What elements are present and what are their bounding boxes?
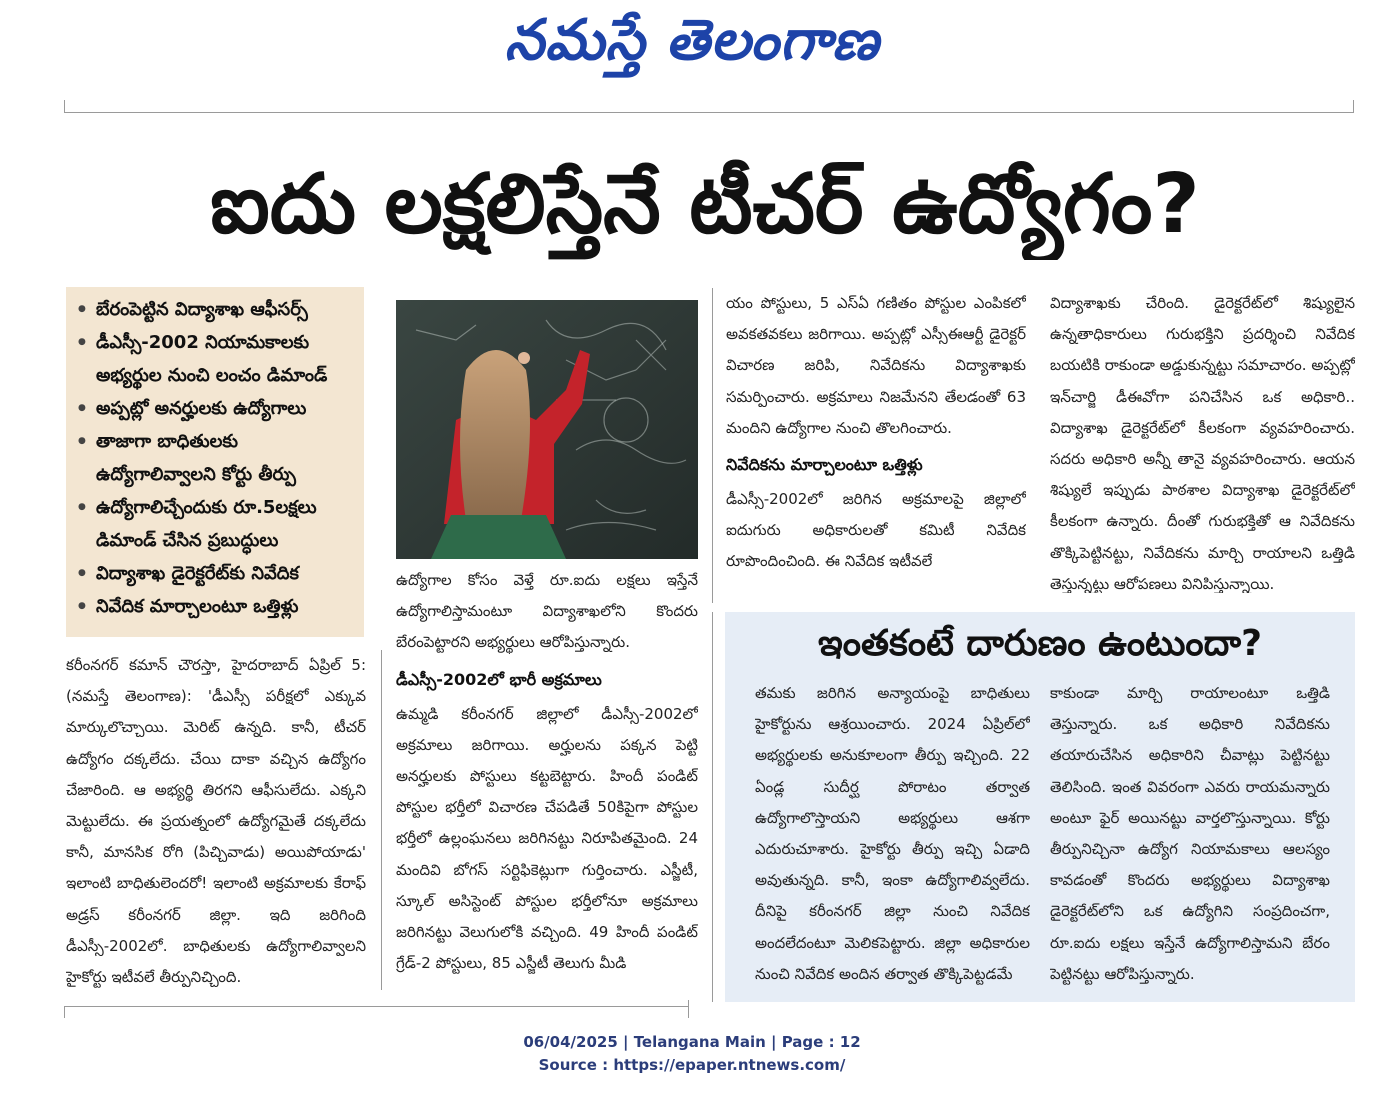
column-divider	[381, 650, 382, 990]
bottom-rule-tick-mid	[688, 1000, 689, 1018]
article-column-4	[1050, 288, 1355, 593]
highlight-item: ● అప్పట్లో అనర్హులకు ఉద్యోగాలు	[78, 392, 358, 425]
subheading-report-pressure: నివేదికను మార్చాలంటూ ఒత్తిళ్లు	[726, 455, 923, 475]
footer-date-edition: 06/04/2025 | Telangana Main | Page : 12	[523, 1033, 861, 1051]
sidebar-box-right-column	[1050, 678, 1330, 988]
body-paragraph: డీఎస్సీ-2002లో జరిగిన అక్రమాలపై జిల్లాలో ఐదుగురు అధికారులతో కమిటీ నివేదిక రూపొందించింది. ఈ నివేదిక ఇటీవలే	[726, 490, 1026, 571]
subheading-dsc-irregularities: డీఎస్సీ-2002లో భారీ అక్రమాలు	[396, 669, 602, 689]
dateline-paragraph: కరీంనగర్ కమాన్ చౌరస్తా, హైదరాబాద్ ఏప్రిల్ 5: (నమస్తే తెలంగాణ): 'డీఎస్సీ పరీక్షలో ఎక్కువ మార్కులొచ్చాయి. మెరిట్ ఉన్నది. కానీ, టీచర్ ఉద్యోగం దక్కలేదు. చేయి దాకా వచ్చిన ఉద్యోగం చేజారింది. ఆ అభ్యర్థి తిరగని ఆఫీసులేదు. ఎక్కని మెట్టులేదు. ఈ ప్రయత్నంలో ఉద్యోగమైతే దక్కలేదు కానీ, మానసిక రోగి (పిచ్చివాడు) అయిపోయాడు' ఇలాంటి బాధితులెందరో! ఇలాంటి అక్రమాలకు కేరాఫ్ అడ్రస్ కరీంనగర్ జిల్లా. ఇది జరిగింది డీఎస్సీ-2002లో. బాధితులకు ఉద్యోగాలివ్వాలని హైకోర్టు ఇటీవలే తీర్పునిచ్చింది.	[66, 656, 366, 987]
highlight-item: ● డీఎస్సీ-2002 నియామకాలకు అభ్యర్థుల నుంచి లంచం డిమాండ్	[78, 326, 358, 392]
sidebar-box-left-column	[755, 678, 1030, 988]
article-photo	[396, 300, 698, 559]
footer-source-link[interactable]: Source : https://epaper.ntnews.com/	[538, 1056, 846, 1074]
article-column-2	[396, 565, 698, 985]
headline: ఐదు లక్షలిస్తేనే టీచర్ ఉద్యోగం?	[210, 157, 1200, 252]
top-rule-tick-right	[1353, 100, 1354, 112]
article-column-3	[726, 288, 1026, 593]
highlight-item: ● ఉద్యోగాలిచ్చేందుకు రూ.5లక్షలు డిమాండ్ చేసిన ప్రబుద్ధులు	[78, 491, 358, 557]
highlights-box	[66, 287, 364, 637]
highlight-item: ● విద్యాశాఖ డైరెక్టరేట్‌కు నివేదిక	[78, 557, 358, 590]
body-paragraph: యం పోస్టులు, 5 ఎస్ఏ గణితం పోస్టుల ఎంపికలో అవకతవకలు జరిగాయి. అప్పట్లో ఎస్సీఈఆర్టీ డైరెక్టర్ విచారణ జరిపి, నివేదికను విద్యాశాఖకు సమర్పించారు. అక్రమాలు నిజమేనని తేలడంతో 63 మందిని ఉద్యోగాల నుంచి తొలగించారు.	[726, 294, 1026, 437]
column-divider	[712, 612, 713, 1002]
highlight-item: ● తాజాగా బాధితులకు ఉద్యోగాలివ్వాలని కోర్టు తీర్పు	[78, 425, 358, 491]
top-rule-tick-left	[64, 100, 65, 112]
teacher-at-chalkboard-image	[396, 300, 698, 559]
article-column-1	[66, 650, 366, 990]
sidebar-paragraph: కాకుండా మార్చి రాయాలంటూ ఒత్తిడి తెస్తున్నారు. ఒక అధికారి నివేదికను తయారుచేసిన అధికారిని చీవాట్లు పెట్టినట్టు తెలిసింది. ఇంత వివరంగా ఎవరు రాయమన్నారు అంటూ ఫైర్ అయినట్టు వార్తలొస్తున్నాయి. కోర్టు తీర్పునిచ్చినా ఉద్యోగ నియామకాలు ఆలస్యం కావడంతో కొందరు అభ్యర్థులు విద్యాశాఖ డైరెక్టరేట్‌లోని ఒక ఉద్యోగిని సంప్రదించగా, రూ.ఐదు లక్షలు ఇస్తేనే ఉద్యోగాలిస్తామని బేరం పెట్టినట్టు ఆరోపిస్తున్నారు.	[1050, 684, 1330, 983]
sidebar-box-title: ఇంతకంటే దారుణం ఉంటుందా?	[817, 623, 1262, 664]
masthead-logo: నమస్తే తెలంగాణ	[504, 7, 880, 73]
bottom-rule	[64, 1006, 688, 1007]
body-paragraph: ఉమ్మడి కరీంనగర్ జిల్లాలో డీఎస్సీ-2002లో అక్రమాలు జరిగాయి. అర్హులను పక్కన పెట్టి అనర్హులకు పోస్టులు కట్టబెట్టారు. హిందీ పండిట్ పోస్టుల భర్తీలో విచారణ చేపడితే 50కిపైగా పోస్టుల భర్తీలో ఉల్లంఘనలు జరిగినట్టు నిరూపితమైంది. 24 మందివి బోగస్ సర్టిఫికెట్లుగా గుర్తించారు. ఎస్జీటీ, స్కూల్ అసిస్టెంట్ పోస్టుల భర్తీలోనూ అక్రమాలు జరిగినట్టు వెలుగులోకి వచ్చింది. 49 హిందీ పండిట్ గ్రేడ్-2 పోస్టులు, 85 ఎస్జీటీ తెలుగు మీడి	[396, 704, 698, 973]
sidebar-paragraph: తమకు జరిగిన అన్యాయంపై బాధితులు హైకోర్టును ఆశ్రయించారు. 2024 ఏప్రిల్‌లో అభ్యర్థులకు అనుకూలంగా తీర్పు ఇచ్చింది. 22 ఏండ్ల సుదీర్ఘ పోరాటం తర్వాత ఉద్యోగాలొస్తాయని అభ్యర్థులు ఆశగా ఎదురుచూశారు. హైకోర్టు తీర్పు ఇచ్చి ఏడాది అవుతున్నది. కానీ, ఇంకా ఉద్యోగాలివ్వలేదు. దీనిపై కరీంనగర్ జిల్లా నుంచి నివేదిక అందలేదంటూ మెలికపెట్టారు. జిల్లా అధికారుల నుంచి నివేదిక అందిన తర్వాత తొక్కిపెట్టడమే	[755, 684, 1030, 983]
highlight-item: ● బేరంపెట్టిన విద్యాశాఖ ఆఫీసర్స్	[78, 293, 358, 326]
top-rule	[64, 112, 1354, 113]
column-divider	[712, 288, 713, 603]
bottom-rule-tick-left	[64, 1006, 65, 1018]
highlight-item: ● నివేదిక మార్చాలంటూ ఒత్తిళ్లు	[78, 590, 358, 623]
body-paragraph: విద్యాశాఖకు చేరింది. డైరెక్టరేట్‌లో శిష్యులైన ఉన్నతాధికారులు గురుభక్తిని ప్రదర్శించి నివేదిక బయటికి రాకుండా అడ్డుకున్నట్టు సమాచారం. అప్పట్లో ఇన్‌చార్జి డీఈవోగా పనిచేసిన ఒక అధికారి.. విద్యాశాఖ డైరెక్టరేట్‌లో కీలకంగా వ్యవహరించారు. సదరు అధికారి అన్నీ తానై వ్యవహరించారు. ఆయన శిష్యులే ఇప్పుడు పాఠశాల విద్యాశాఖ డైరెక్టరేట్‌లో కీలకంగా ఉన్నారు. దీంతో గురుభక్తితో ఆ నివేదికను తొక్కిపెట్టినట్టు, నివేదికను మార్చి రాయాలని ఒత్తిడి తెస్తున్నట్టు ఆరోపణలు వినిపిస్తున్నాయి.	[1050, 294, 1355, 593]
intro-paragraph: ఉద్యోగాల కోసం వెళ్తే రూ.ఐదు లక్షలు ఇస్తేనే ఉద్యోగాలిస్తామంటూ విద్యాశాఖలోని కొందరు బేరంపెట్టారని అభ్యర్థులు ఆరోపిస్తున్నారు.	[396, 571, 698, 652]
